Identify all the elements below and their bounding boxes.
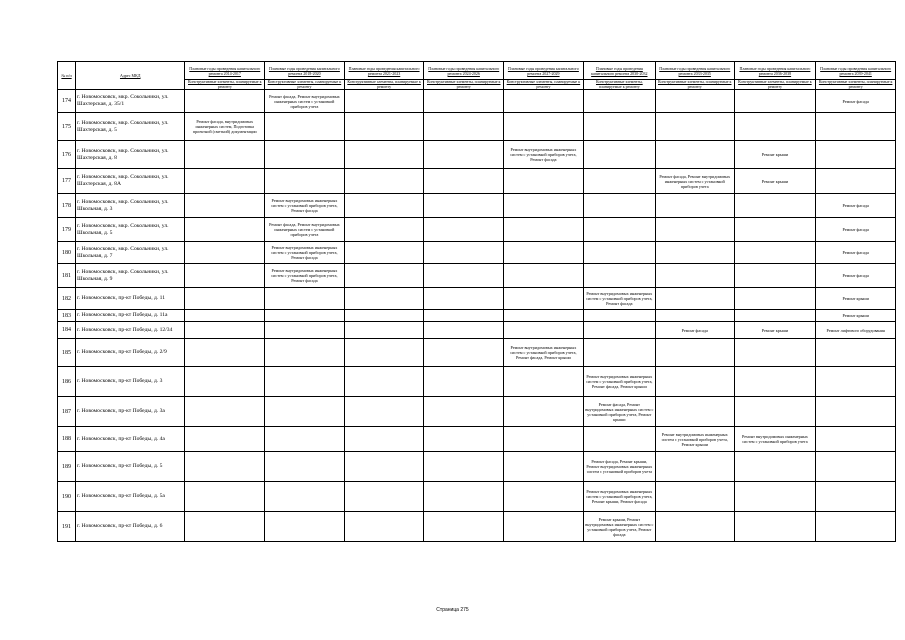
table-row [58, 367, 896, 397]
work-cell: Ремонт внутридомовых инженерных систем с установкой приборов учета [734, 427, 816, 452]
work-cell [344, 141, 424, 169]
row-address: г. Новомосковск, мкр. Сокольники, ул. Шахтерская, д. 8 [76, 141, 185, 169]
work-cell [816, 113, 896, 141]
capital-repair-table [57, 61, 896, 542]
work-cell [816, 452, 896, 482]
work-cell [655, 242, 734, 264]
table-row [58, 169, 896, 194]
work-cell [344, 194, 424, 218]
header-period: Плановые годы проведения капитального ремонта 2039-2041 [816, 62, 896, 80]
header-kind: Конструктивные элементы, планируемые к ремонту [185, 80, 265, 90]
header-period: Плановые годы проведения капитального ремонта 2021-2023 [344, 62, 424, 80]
table-row [58, 427, 896, 452]
row-number: 177 [58, 169, 76, 194]
row-address: г. Новомосковск, мкр. Сокольники, ул. Школьная, д. 7 [76, 242, 185, 264]
work-cell [424, 113, 504, 141]
work-cell [583, 264, 655, 288]
work-cell [424, 397, 504, 427]
work-cell [734, 512, 816, 542]
row-number: 190 [58, 482, 76, 512]
row-address: г. Новомосковск, пр-кт Победы, д. 3 [76, 367, 185, 397]
work-cell [734, 288, 816, 310]
table-body [58, 90, 896, 542]
row-number: 175 [58, 113, 76, 141]
row-number: 189 [58, 452, 76, 482]
work-cell [583, 113, 655, 141]
work-cell [185, 141, 265, 169]
work-cell [583, 194, 655, 218]
work-cell [265, 482, 345, 512]
work-cell [734, 90, 816, 113]
work-cell [583, 339, 655, 367]
table-row [58, 322, 896, 339]
row-number: 186 [58, 367, 76, 397]
table-row [58, 194, 896, 218]
work-cell: Ремонт фасада, Ремонт внутридомовых инженерных систем с установкой приборов учета, Ремонт крыши [583, 397, 655, 427]
header-kind: Конструктивные элементы, планируемые к ремонту [265, 80, 345, 90]
work-cell [344, 322, 424, 339]
work-cell [504, 169, 584, 194]
work-cell [344, 264, 424, 288]
work-cell [816, 141, 896, 169]
work-cell [816, 397, 896, 427]
work-cell [265, 512, 345, 542]
work-cell [424, 141, 504, 169]
work-cell [265, 339, 345, 367]
work-cell [504, 310, 584, 322]
row-address: г. Новомосковск, мкр. Сокольники, ул. Шахтерская, д. 5 [76, 113, 185, 141]
table-row [58, 482, 896, 512]
work-cell [655, 512, 734, 542]
table-row [58, 90, 896, 113]
header-period: Плановые годы проведения капитального ремонта 2027-2029 [504, 62, 584, 80]
table-row [58, 218, 896, 242]
table-row [58, 339, 896, 367]
work-cell [344, 367, 424, 397]
work-cell [185, 194, 265, 218]
work-cell [424, 194, 504, 218]
work-cell [655, 90, 734, 113]
work-cell [655, 310, 734, 322]
work-cell [265, 288, 345, 310]
work-cell [655, 452, 734, 482]
work-cell [583, 310, 655, 322]
work-cell [504, 90, 584, 113]
work-cell [185, 397, 265, 427]
page-footer: Страница 275 [436, 607, 469, 613]
work-cell [504, 452, 584, 482]
work-cell: Ремонт внутридомовых инженерных систем с установкой приборов учета, Ремонт фасада [504, 141, 584, 169]
work-cell [655, 397, 734, 427]
work-cell: Ремонт крыши [734, 322, 816, 339]
work-cell [734, 482, 816, 512]
row-number: 180 [58, 242, 76, 264]
row-number: 183 [58, 310, 76, 322]
table-row [58, 310, 896, 322]
work-cell [583, 141, 655, 169]
work-cell: Ремонт фасада [816, 218, 896, 242]
work-cell: Ремонт крыши [734, 169, 816, 194]
table-row [58, 264, 896, 288]
work-cell [504, 194, 584, 218]
row-number: 174 [58, 90, 76, 113]
work-cell [424, 218, 504, 242]
header-period: Плановые годы проведения капитального ремонта 2030-2032 [583, 62, 655, 80]
work-cell [185, 512, 265, 542]
work-cell: Ремонт фасада [816, 264, 896, 288]
work-cell [816, 482, 896, 512]
work-cell: Ремонт внутридомовых инженерных систем с установкой приборов учета, Ремонт фасада [265, 194, 345, 218]
row-address: г. Новомосковск, пр-кт Победы, д. 12/34 [76, 322, 185, 339]
work-cell: Ремонт фасада, Ремонт внутридомовых инженерных систем с установкой приборов учета [265, 218, 345, 242]
header-period: Плановые годы проведения капитального ремонта 2018-2020 [265, 62, 345, 80]
work-cell [265, 310, 345, 322]
work-cell: Ремонт крыши [816, 310, 896, 322]
work-cell [424, 90, 504, 113]
work-cell [344, 218, 424, 242]
row-address: г. Новомосковск, пр-кт Победы, д. 3а [76, 397, 185, 427]
work-cell: Ремонт внутридомовых инженерных систем с установкой приборов учета, Ремонт фасада [583, 288, 655, 310]
work-cell [816, 427, 896, 452]
row-number: 181 [58, 264, 76, 288]
work-cell [655, 339, 734, 367]
work-cell [344, 427, 424, 452]
header-period-row [58, 62, 896, 80]
work-cell [734, 339, 816, 367]
work-cell [265, 113, 345, 141]
work-cell [583, 90, 655, 113]
work-cell [583, 322, 655, 339]
row-address: г. Новомосковск, пр-кт Победы, д. 5а [76, 482, 185, 512]
work-cell [424, 310, 504, 322]
work-cell [504, 264, 584, 288]
work-cell [504, 482, 584, 512]
table-row [58, 113, 896, 141]
work-cell: Ремонт фасада, Ремонт внутридомовых инженерных систем с установкой приборов учета [655, 169, 734, 194]
work-cell [185, 218, 265, 242]
row-number: 188 [58, 427, 76, 452]
work-cell [265, 427, 345, 452]
work-cell [734, 367, 816, 397]
work-cell: Ремонт внутридомовых инженерных систем с установкой приборов учета, Ремонт фасада, Ремонт крыши [504, 339, 584, 367]
work-cell: Ремонт фасада, Ремонт внутридомовых инженерных систем с установкой приборов учета [265, 90, 345, 113]
row-address: г. Новомосковск, мкр. Сокольники, ул. Школьная, д. 3 [76, 194, 185, 218]
work-cell [734, 218, 816, 242]
header-period: Плановые годы проведения капитального ремонта 2024-2026 [424, 62, 504, 80]
work-cell [816, 169, 896, 194]
row-address: г. Новомосковск, пр-кт Победы, д. 4а [76, 427, 185, 452]
work-cell [185, 90, 265, 113]
work-cell: Ремонт внутридомовых инженерных систем с установкой приборов учета, Ремонт фасада, Ремонт крыши [583, 367, 655, 397]
table-row [58, 397, 896, 427]
work-cell [655, 113, 734, 141]
row-number: 191 [58, 512, 76, 542]
work-cell [185, 339, 265, 367]
work-cell: Ремонт крыши [816, 288, 896, 310]
work-cell [655, 367, 734, 397]
work-cell: Ремонт внутридомовых инженерных систем с установкой приборов учета, Ремонт фасада [265, 242, 345, 264]
work-cell: Ремонт фасада, Ремонт крыши, Ремонт внутридомовых инженерных систем с установкой приборов учета [583, 452, 655, 482]
table-row [58, 512, 896, 542]
row-address: г. Новомосковск, мкр. Сокольники, ул. Школьная, д. 9 [76, 264, 185, 288]
table-row [58, 141, 896, 169]
row-number: 179 [58, 218, 76, 242]
work-cell [424, 322, 504, 339]
header-kind: Конструктивные элементы, планируемые к ремонту [734, 80, 816, 90]
work-cell [424, 482, 504, 512]
header-kind: Конструктивные элементы, планируемые к ремонту [655, 80, 734, 90]
work-cell [185, 264, 265, 288]
work-cell [655, 288, 734, 310]
work-cell [344, 452, 424, 482]
work-cell [265, 169, 345, 194]
work-cell [424, 512, 504, 542]
work-cell [265, 141, 345, 169]
work-cell [344, 242, 424, 264]
row-number: 184 [58, 322, 76, 339]
work-cell [424, 367, 504, 397]
work-cell [185, 427, 265, 452]
work-cell [344, 310, 424, 322]
work-cell [185, 169, 265, 194]
work-cell [816, 339, 896, 367]
work-cell: Ремонт внутридомовых инженерных систем с установкой приборов учета, Ремонт фасада [265, 264, 345, 288]
header-address: Адрес МКД [76, 62, 185, 90]
table-row [58, 242, 896, 264]
work-cell [504, 218, 584, 242]
table-row [58, 452, 896, 482]
row-address: г. Новомосковск, пр-кт Победы, д. 11 [76, 288, 185, 310]
work-cell [265, 452, 345, 482]
row-address: г. Новомосковск, пр-кт Победы, д. 5 [76, 452, 185, 482]
row-address: г. Новомосковск, пр-кт Победы, д. 11а [76, 310, 185, 322]
work-cell: Ремонт внутридомовых инженерных систем с установкой приборов учета, Ремонт крыши [655, 427, 734, 452]
work-cell [424, 169, 504, 194]
work-cell [504, 113, 584, 141]
work-cell [504, 427, 584, 452]
work-cell: Ремонт крыши, Ремонт внутридомовых инженерных систем с установкой приборов учета, Ремонт фасада [583, 512, 655, 542]
work-cell: Ремонт фасада [816, 194, 896, 218]
header-kind: Конструктивные элементы, планируемые к ремонту [816, 80, 896, 90]
row-number: 182 [58, 288, 76, 310]
header-kind: Конструктивные элементы, планируемые к ремонту [424, 80, 504, 90]
header-period: Плановые годы проведения капитального ремонта 2036-2038 [734, 62, 816, 80]
work-cell [185, 310, 265, 322]
work-cell [185, 288, 265, 310]
row-number: 187 [58, 397, 76, 427]
work-cell [734, 113, 816, 141]
table-row [58, 288, 896, 310]
work-cell [816, 367, 896, 397]
header-num: № п/п [58, 62, 76, 90]
work-cell [734, 452, 816, 482]
work-cell [265, 322, 345, 339]
header-kind: Конструктивные элементы, планируемые к ремонту [504, 80, 584, 90]
work-cell [655, 141, 734, 169]
row-address: г. Новомосковск, мкр. Сокольники, ул. Шахтерская, д. 8А [76, 169, 185, 194]
row-address: г. Новомосковск, пр-кт Победы, д. 6 [76, 512, 185, 542]
work-cell [344, 288, 424, 310]
work-cell [504, 322, 584, 339]
row-address: г. Новомосковск, мкр. Сокольники, ул. Шахтерская, д. 35/1 [76, 90, 185, 113]
work-cell [344, 482, 424, 512]
header-period: Плановые годы проведения капитального ремонта 2033-2035 [655, 62, 734, 80]
header-period: Плановые годы проведения капитального ремонта 2014-2017 [185, 62, 265, 80]
header-kind: Конструктивные элементы, планируемые к ремонту [583, 80, 655, 90]
work-cell [734, 242, 816, 264]
work-cell [583, 169, 655, 194]
row-number: 185 [58, 339, 76, 367]
work-cell [734, 397, 816, 427]
work-cell [583, 427, 655, 452]
work-cell [344, 512, 424, 542]
work-cell: Ремонт фасада [655, 322, 734, 339]
work-cell [504, 512, 584, 542]
row-address: г. Новомосковск, мкр. Сокольники, ул. Школьная, д. 5 [76, 218, 185, 242]
work-cell [185, 452, 265, 482]
work-cell [734, 194, 816, 218]
work-cell [734, 310, 816, 322]
work-cell [185, 367, 265, 397]
work-cell [424, 264, 504, 288]
work-cell [816, 512, 896, 542]
work-cell [185, 242, 265, 264]
work-cell [424, 288, 504, 310]
work-cell [424, 242, 504, 264]
work-cell [504, 367, 584, 397]
work-cell [424, 452, 504, 482]
work-cell [185, 322, 265, 339]
row-number: 176 [58, 141, 76, 169]
row-address: г. Новомосковск, пр-кт Победы, д. 2/9 [76, 339, 185, 367]
work-cell [424, 339, 504, 367]
work-cell: Ремонт фасада [816, 242, 896, 264]
work-cell [734, 264, 816, 288]
work-cell [185, 482, 265, 512]
work-cell [655, 264, 734, 288]
work-cell [504, 288, 584, 310]
work-cell [344, 339, 424, 367]
header-kind: Конструктивные элементы, планируемые к ремонту [344, 80, 424, 90]
work-cell: Ремонт фасада, внутридомовых инженерных систем, Подготовка проектной (сметной) документации [185, 113, 265, 141]
work-cell [344, 397, 424, 427]
work-cell [344, 113, 424, 141]
work-cell [265, 367, 345, 397]
work-cell [344, 169, 424, 194]
work-cell [655, 482, 734, 512]
row-number: 178 [58, 194, 76, 218]
work-cell [655, 194, 734, 218]
work-cell [344, 90, 424, 113]
work-cell: Ремонт фасада [816, 90, 896, 113]
work-cell: Ремонт внутридомовых инженерных систем с установкой приборов учета, Ремонт крыши, Ремонт фасада [583, 482, 655, 512]
work-cell [504, 397, 584, 427]
work-cell: Ремонт лифтового оборудования [816, 322, 896, 339]
work-cell [583, 242, 655, 264]
work-cell [583, 218, 655, 242]
work-cell [655, 218, 734, 242]
work-cell [504, 242, 584, 264]
work-cell: Ремонт крыши [734, 141, 816, 169]
work-cell [265, 397, 345, 427]
work-cell [424, 427, 504, 452]
